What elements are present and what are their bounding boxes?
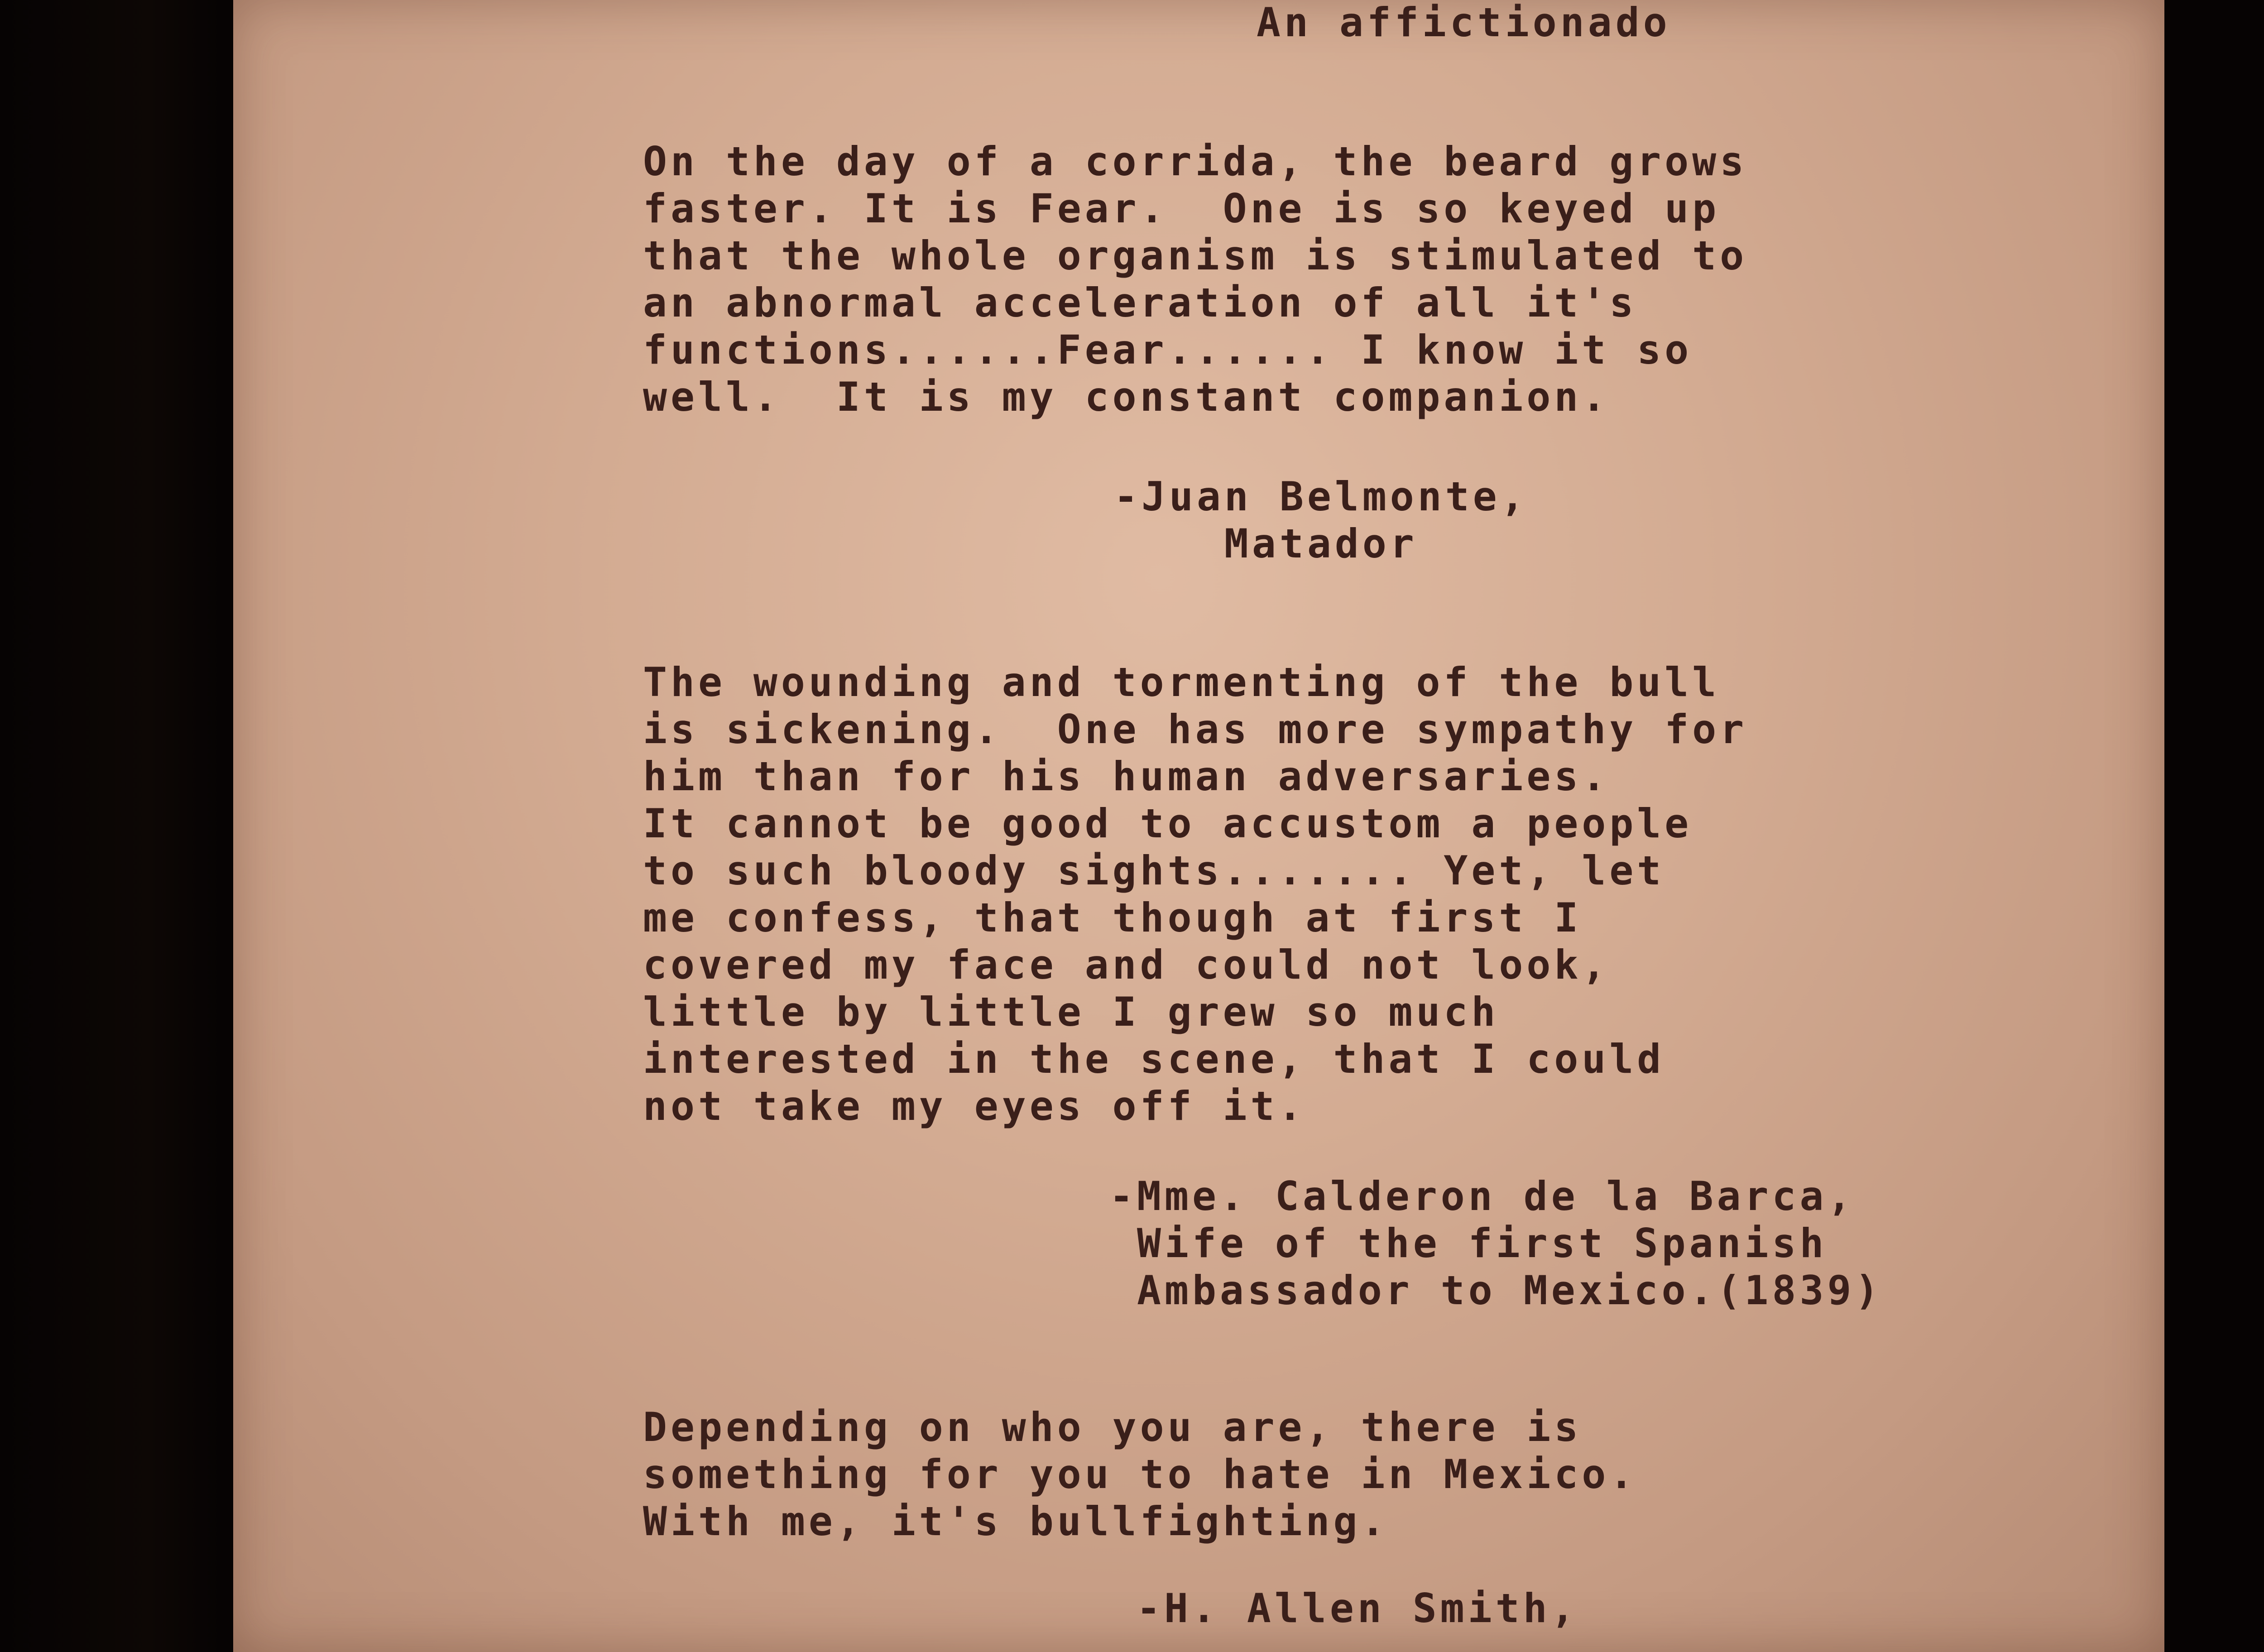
quote-line: an abnormal acceleration of all it's: [643, 279, 1637, 326]
quote-smith-body: [643, 1404, 1637, 1545]
quote-line: functions......Fear...... I know it so: [643, 327, 1693, 373]
attribution-line: -H. Allen Smith,: [1137, 1585, 1578, 1632]
quote-line: me confess, that though at first I: [643, 894, 1582, 941]
quote-line: On the day of a corrida, the beard grows: [643, 138, 1748, 185]
quote-calderon-body: [643, 659, 1747, 1130]
quote-line: little by little I grew so much: [643, 989, 1499, 1035]
quote-line: is sickening. One has more sympathy for: [643, 706, 1748, 753]
quote-line: interested in the scene, that I could: [643, 1036, 1665, 1082]
quote-line: It cannot be good to accustom a people: [643, 800, 1693, 847]
top-attribution: An affictionado: [1257, 0, 1671, 46]
quote-belmonte-body: [643, 138, 1747, 421]
quote-line: The wounding and tormenting of the bull: [643, 659, 1720, 706]
quote-line: that the whole organism is stimulated to: [643, 232, 1748, 279]
attribution-line: Wife of the first Spanish: [1109, 1220, 1828, 1267]
quote-line: to such bloody sights....... Yet, let: [643, 847, 1665, 894]
typewritten-page: [233, 0, 2164, 1652]
quote-line: well. It is my constant companion.: [643, 374, 1610, 420]
quote-line: not take my eyes off it.: [643, 1083, 1306, 1129]
quote-line: him than for his human adversaries.: [643, 753, 1610, 800]
quote-line: something for you to hate in Mexico.: [643, 1451, 1637, 1498]
quote-belmonte-attribution: [1114, 473, 1528, 567]
attribution-line: -Juan Belmonte,: [1114, 473, 1528, 520]
quote-line: covered my face and could not look,: [643, 941, 1610, 988]
quote-line: faster. It is Fear. One is so keyed up: [643, 185, 1720, 232]
quote-line: With me, it's bullfighting.: [643, 1498, 1389, 1545]
attribution-line: Ambassador to Mexico.(1839): [1109, 1267, 1883, 1314]
attribution-line: Matador: [1114, 520, 1418, 567]
quote-smith-attribution: [1137, 1585, 1578, 1632]
quote-line: Depending on who you are, there is: [643, 1404, 1582, 1450]
quote-calderon-attribution: [1109, 1173, 1882, 1314]
attribution-line: -Mme. Calderon de la Barca,: [1109, 1173, 1855, 1220]
